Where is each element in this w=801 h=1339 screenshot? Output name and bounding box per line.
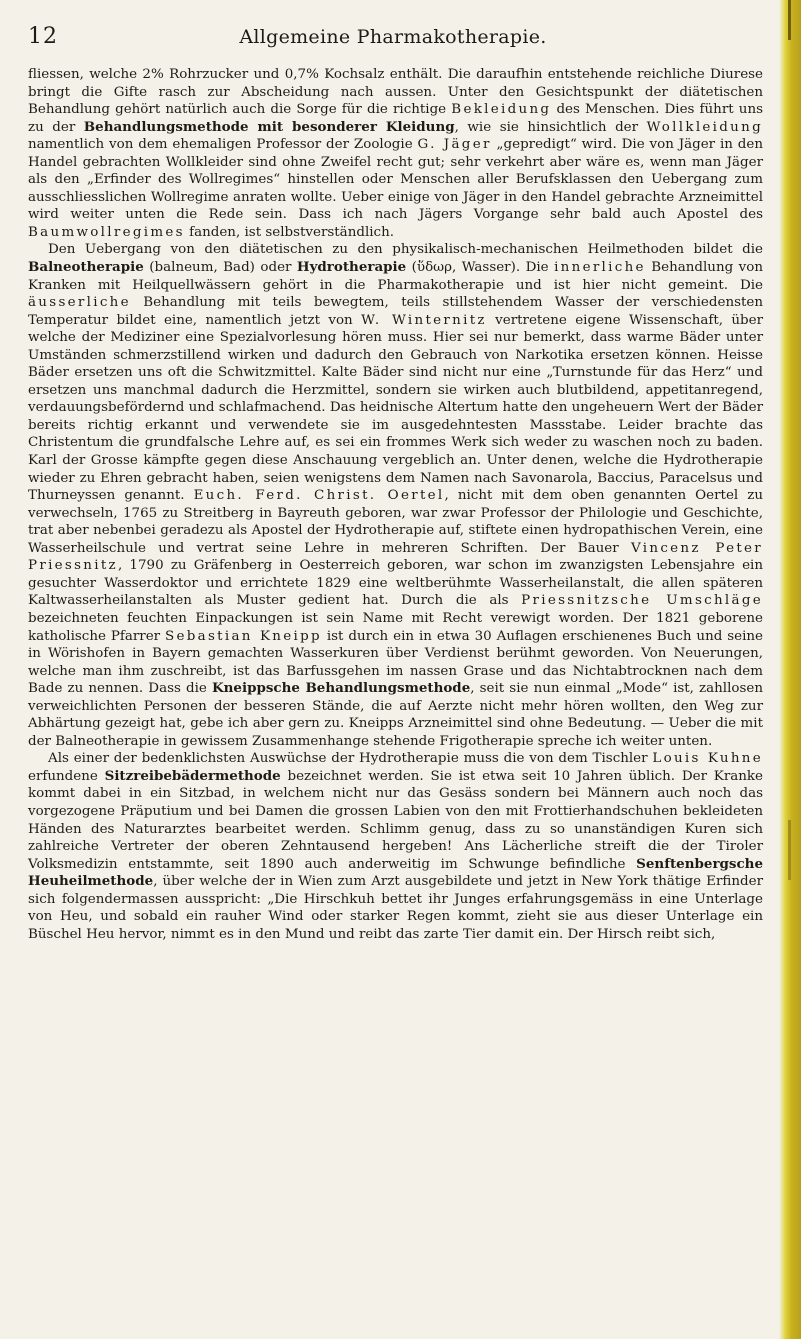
text-run: namentlich von dem ehemaligen Professor der Zoologie — [28, 137, 418, 153]
spaced-term: Louis Kuhne — [652, 751, 763, 767]
text-run: , 1790 zu Gräfenberg in Oesterreich geboren, war schon im zwanzigsten Lebensjahre ein gesuchter Wasserdoktor und errichtete 1829 eine weltberühmte Wasserheilanstalt, die allen späteren Kaltwasserheilanstalten als Muster gedient hat. Durch die als — [28, 558, 763, 609]
spaced-term: Priessnitzsche Umschläge — [521, 593, 763, 609]
spaced-term: äusserliche — [28, 295, 131, 311]
text-run: (ὕδωρ, Wasser). Die — [406, 260, 555, 276]
text-run: , nicht mit dem oben genannten Oertel zu verwechseln, 1765 zu Streitberg in Bayreuth geboren, war zwar Professor der Philologie und Geschichte, trat aber nebenbei geradezu als Apostel der Hydrotherapie auf, stiftete einen hydropathischen Verein, eine Wasserheilschule und vertrat seine Lehre in mehreren Schriften. Der Bauer — [28, 488, 763, 556]
spaced-term: Baumwollregimes — [28, 224, 185, 240]
spaced-term: innerliche — [554, 260, 646, 276]
bold-term: Balneotherapie — [28, 259, 144, 276]
text-run: ist durch ein in etwa 30 Auflagen erschienenes Buch und seine in Wörishofen in Bayern gemachten Wasserkuren über Verdienst berühmt geworden. Von Neuerungen, welche man ihm zuschreibt, ist das Barfussgehen im nassen Grase und das Nichtabtrocknen nach dem Bade zu nennen. Dass die — [28, 628, 764, 697]
book-edge — [779, 0, 801, 1339]
running-title: Allgemeine Pharmakotherapie. — [239, 26, 547, 48]
text-run: Den Uebergang von den diätetischen zu den physikalisch-mechanischen Heilmethoden bildet die — [48, 242, 763, 258]
edge-mark — [788, 820, 791, 880]
text-run: bezeichneten feuchten Einpackungen ist sein Name mit Recht verewigt worden. Der 1821 geborene katholische Pfarrer — [28, 610, 763, 644]
text-run: (balneum, Bad) oder — [143, 260, 297, 276]
text-run: erfundene — [28, 768, 105, 784]
text-run: vertretene eigene Wissenschaft, über welche der Mediziner eine Spezialvorlesung hören muss. Hier sei nur bemerkt, dass warme Bäder unter Umständen schmerzstillend wirken und dadurch den Gebrauch von Narkotika ersetzen können. Heisse Bäder ersetzen uns oft die Schwitzmittel. Kalte Bäder sind nicht nur eine „Turnstunde für das Herz“ und ersetzen uns manchmal dadurch die Herzmittel, sondern sie wirken auch blutbildend, appetitanregend, verdauungsbefördernd und schlafmachend. Das heidnische Altertum hatte den ungeheuern Wert der Bäder bereits richtig erkannt und verwendete sie im ausgedehntesten Massstabe. Leider brachte das Christentum die grundfalsche Lehre auf, es sei ein frommes Werk sich weder zu waschen noch zu baden. Karl der Grosse kämpfte gegen diese Anschauung vergeblich an. Unter denen, welche die Hydrotherapie wieder zu Ehren gebracht haben, seien wenigstens dem Namen nach Savonarola, Baccius, Paracelsus und Thurneyssen genannt. — [28, 312, 763, 504]
bold-term: Sitzreibebädermethode — [104, 767, 281, 784]
bold-term: Behandlungsmethode mit besonderer Kleidung — [83, 118, 455, 135]
body-text — [28, 66, 763, 943]
text-run: Behandlung mit teils bewegtem, teils stillstehendem Wasser der verschiedensten Temperatur bildet eine, namentlich jetzt von — [28, 295, 763, 328]
page-number: 12 — [28, 24, 58, 49]
text-run: Behandlung von Kranken mit Heilquellwässern gehört in die Pharmakotherapie und ist hier nicht gemeint. Die — [28, 260, 763, 293]
text-run: Als einer der bedenklichsten Auswüchse der Hydrotherapie muss die von dem Tischler — [48, 751, 653, 767]
text-run: bezeichnet werden. Sie ist etwa seit 10 Jahren üblich. Der Kranke kommt dabei in ein Sitzbad, in welchem nicht nur das Gesäss sondern bei Männern auch noch das vorgezogene Präputium und bei Damen die grossen Labien von den mit Frottierhandschuhen bekleideten Händen des Naturarztes bearbeitet werden. Schlimm genug, dass zu so unanständigen Kuren sich zahlreiche Vertreter der oberen Zehntausend hergeben! Ans Lächerliche streift die der Tiroler Volksmedizin entstammte, seit 1890 auch anderweitig im Schwunge befindliche — [28, 768, 764, 872]
spaced-term: Sebastian Kneipp — [165, 628, 322, 644]
text-run: fliessen, welche 2% Rohrzucker und 0,7% Kochsalz enthält. Die daraufhin entstehende reichliche Diurese bringt die Gifte rasch zur Abscheidung nach aussen. Unter den Gesichtspunkt der diätetischen Behandlung gehört natürlich auch die Sorge für die richtige — [28, 67, 763, 118]
spaced-term: G. Jäger — [417, 137, 492, 153]
text-run: , wie sie hinsichtlich der — [454, 119, 647, 135]
spaced-term: Vincenz Peter Priessnitz — [28, 540, 764, 574]
text-run: , seit sie nun einmal „Mode“ ist, zahllosen verweichlichten Personen der besseren Stände, die auf Aerzte nicht mehr hören wollten, den Weg zur Abhärtung gezeigt hat, gebe ich aber gern zu. Kneipps Arzneimittel sind ohne Bedeutung. — Ueber die mit der Balneotherapie in gewissem Zusammenhange stehende Frigotherapie spreche ich weiter unten. — [28, 681, 763, 749]
spaced-term: Bekleidung — [451, 102, 552, 118]
edge-mark — [788, 0, 791, 40]
page-header — [28, 24, 758, 54]
spaced-term: Wollkleidung — [646, 119, 763, 135]
paragraph — [28, 750, 763, 943]
text-run: , über welche der in Wien zum Arzt ausgebildete und jetzt in New York thätige Erfinder sich folgendermassen ausspricht: „Die Hirschkuh bettet ihr Junges erfahrungsgemäss in eine Unterlage von Heu, und sobald ein rauher Wind oder starker Regen kommt, zieht sie aus dieser Unterlage ein Büschel Heu hervor, nimmt es in den Mund und reibt das zarte Tier damit ein. Der Hirsch reibt sich, — [28, 874, 763, 942]
bold-term: Hydrotherapie — [296, 259, 407, 276]
text-run: des Menschen. Dies führt uns zu der — [28, 102, 764, 135]
bold-term: Senftenbergsche Heuheilmethode — [28, 855, 763, 890]
paragraph — [28, 66, 763, 241]
text-run: fanden, ist selbstverständlich. — [184, 224, 394, 240]
paragraph — [28, 241, 763, 750]
spaced-term: W. Winternitz — [361, 312, 487, 328]
text-run: „gepredigt“ wird. Die von Jäger in den Handel gebrachten Wollkleider sind ohne Zweifel recht gut; sehr verkehrt aber wäre es, wenn man Jäger als den „Erfinder des Wollregimes“ hinstellen oder Menschen aller Berufsklassen den Uebergang zum ausschliesslichen Wollregime anraten wollte. Ueber einige von Jäger in den Handel gebrachte Arzneimittel wird weiter unten die Rede sein. Dass ich nach Jägers Vorgange sehr bald auch Apostel des — [28, 137, 763, 223]
spaced-term: Euch. Ferd. Christ. Oertel — [193, 488, 445, 504]
bold-term: Kneippsche Behandlungsmethode — [211, 680, 471, 697]
